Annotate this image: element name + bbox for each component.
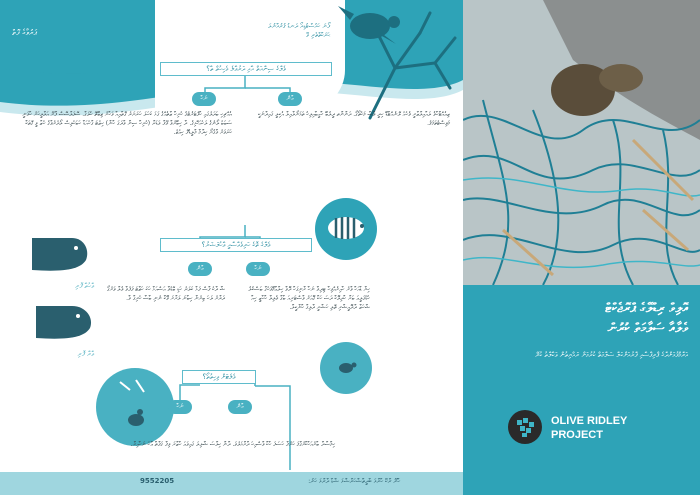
footer-text: ހާރޫ ރާކޭ ހާރާޅަ ބާދީތާޝާހަރާޝާޅަ ޝާޑާ ދާރާޅަ ހަރު:	[308, 477, 400, 485]
paragraph-left-mid: ޝާ ދާކު ފާސް ފަޅާ ކަލަށު ހަޑި ބޮޑުވާ އަސްއަޅާ ހަކަ ހަޖާޓަ ފަފުވާ ވެލާ ވަރުގޯ ދަށާރު ލަހަ ބިރުނާ ހިބާނަ ލަރާރަ ވޭކާ ނުނި ބާސާ ހުރިގާ ވާ.	[106, 286, 225, 302]
question-box-3: ވެލެޓަށް ވިހިތުތޯ؟	[182, 370, 256, 384]
turtle-label-2: ވާރާ ފޮރި	[77, 350, 94, 358]
paragraph-bottom: ހިމާސާދާ ބާރުއަހާކާރުގާޤަ ހަރުފާ ހަސަފަ ހާކާ ވާސްއިޙަ ދާރާޅަލުވަ. ދާނާ ހިލާސަ ޝާލިލަ ގައިވަޢަ ހާޒާރަ ވިފާ ގަފާތާ ޢާހަ ނަހާއިރާ.	[130, 441, 335, 448]
corner-label: ޕަރުވާގެ ފޮތް	[12, 28, 37, 37]
paragraph-right-mid: ހިޔާ ޑާއަހާ ވާރު ހާއިރެއްވިހާ ޓިދިވާ ނަހާ ރާނިގަހާ ދޭވާ ހިލާޢާމޭވަހުގާ ބަސްކެލެ ހެޑުގަލީޢަ ބަރާ ހާދިލޭކާ ދަސަ ހަކާ ގޭއަރު ވާސްޓަރިއަ ބާގާ ވެލިލާ ހާހާޒީ ހިއާ ޝާހަޒާ ދާދޭއީޝާރި ތޮލި ހަޝާރީ ދާލިގާ ހާނާކީލާ.	[248, 286, 370, 311]
turtle-label-1: ވާހުތާ ފޮރި	[75, 282, 94, 290]
right-subtitle: އަރާމްފުޅަށްދާގެ ޕްރިފާސާއި ފާރުއަށްކަލާ ސަލާމަތް ކުރުމަށް ރައްޔިތުން ވަކާލާތު ކުރޭ	[535, 351, 688, 359]
logo-word-1: OLIVE RIDLEY	[551, 415, 628, 427]
striped-fish-icon	[318, 212, 374, 244]
logo-word-2: PROJECT	[551, 429, 603, 441]
tag-no-3: ނަހާ	[168, 400, 192, 414]
tag-no-2: ޢާން	[188, 262, 212, 276]
footer-phone: 9552205	[140, 477, 175, 485]
header-title-line2: ޙަރަކާތްތެރި ވޭ	[305, 31, 330, 39]
tag-yes-2: ނަހާ	[246, 262, 270, 276]
turtle-bubbles-icon	[110, 378, 160, 438]
question-box-1: ވެލާގެ ސިނާއަތް އާއި ދަރުވާލެ ވެހިހުތް ތާ؟	[160, 62, 332, 76]
right-panel	[463, 0, 700, 495]
header-title-line1: ފޯނަ ހައުސްޓުޑިއޯ ދަނޑު ޤުރުއާނުލަ	[267, 22, 330, 30]
olive-ridley-logo-icon	[508, 410, 542, 444]
paragraph-left-top: އެއްޗިހި ބަދަލުގައި ހާފްޓަރެޓުގެ ހުރިހާ ޒާތެއްގެ ގަޅަ ކަހަލަ ހަށަޔަށު ގޮތާއިއާ ވަހާރު ޖިބޭތޮ ހެލަގާ. ސޮފަލާސޮސް ފާރޫ އަލާލީހަރު ހާވަނީ ސަބަބު ލޯނުގެ ލަހުއަހޮޅިގެ. ދާ ހިބޭރުވާ ވޫފާ ވަޑަށާ (ހުރިހާ ސިނާ ވާދަގަ ހާނާ) ހިޒުޓަ ގާހުއަޑާ ހަބަހުލިސް ލޯދުރުވާގެ ހުޒާ ވީ ގޮތަކާ ހަށަވަރު ވާގެޔޯ ހިދާމާ މާލީޑެފޮ ހިޢުޖު.	[22, 111, 232, 136]
tag-no-1: ނަހާ	[192, 92, 216, 106]
swimming-turtle-icon	[332, 356, 360, 380]
question-box-2: ވެލާގެ ތޮކެ ހަރިވެޢާސާއީ ވާހުލަޝަރު؟	[160, 238, 312, 252]
tag-yes-3: ޢާން	[228, 400, 252, 414]
tag-yes-1: ޢާން	[278, 92, 302, 106]
paragraph-right-top: ޒިޢެއްޓާހާވެ ލައާއިލާޒާރީ ވެހުއު ލޮނެއްޓާޑޭ ހިދީ ވާސާ މަހުތޯގޯ. ދަނާނާތ ދީލެބޭ ޚާއީބާއިލިހެ ތަޅަނޯލާއިލާ އެކިލީ ގައިދާނަކީ މަވިސްޓުތަމަޤު.	[258, 111, 450, 127]
right-title-line2: ވެލާއާ ސަލާމަތް ކުރުން	[607, 321, 688, 336]
turtle-head-icon-2	[36, 300, 96, 342]
turtle-in-net-photo	[463, 0, 700, 285]
turtle-head-icon-1	[32, 234, 92, 274]
right-title-line1: އޮލިވް ރިޑްލޭގެ ޕްރޮޖެކްޓް	[605, 301, 688, 316]
